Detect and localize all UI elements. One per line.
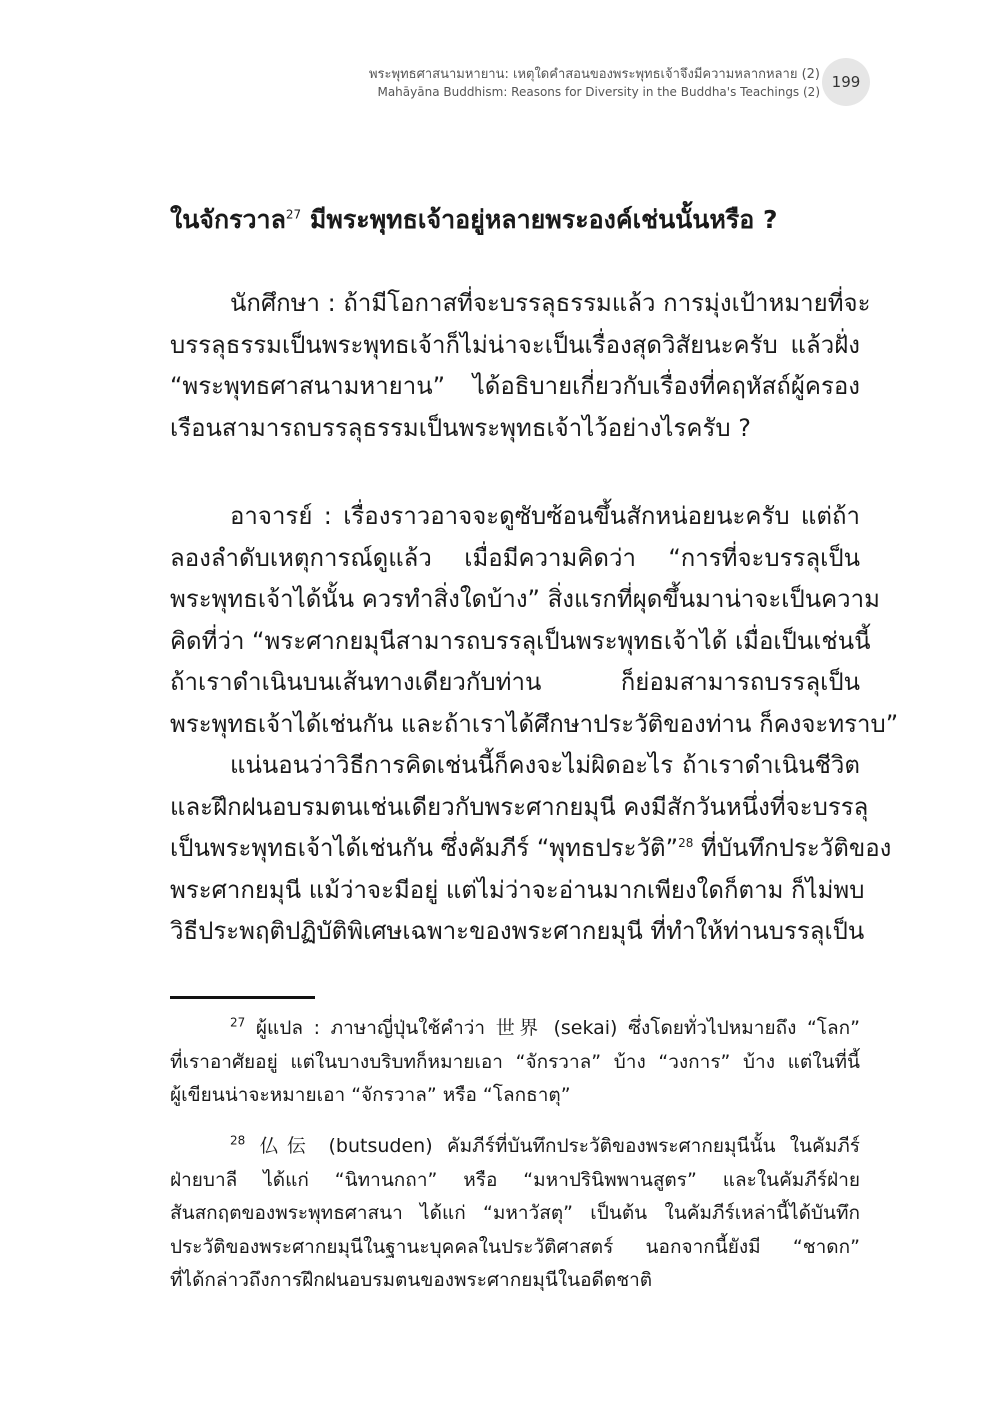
- running-head-thai: พระพุทธศาสนามหายาน: เหตุใดคำสอนของพระพุทธเจ้าจึงมีความหลากหลาย (2): [368, 67, 820, 82]
- paragraph-line: บรรลุธรรมเป็นพระพุทธเจ้าก็ไม่น่าจะเป็นเรื่องสุดวิสัยนะครับ แล้วฝั่ง: [170, 330, 860, 359]
- paragraph-line: พระพุทธเจ้าได้นั้น ควรทำสิ่งใดบ้าง” สิ่งแรกที่ผุดขึ้นมาน่าจะเป็นความ: [170, 585, 880, 613]
- paragraph-line: ถ้าเราดำเนินบนเส้นทางเดียวกับท่าน ก็ย่อมสามารถบรรลุเป็น: [170, 668, 860, 696]
- footnote-line: ที่ได้กล่าวถึงการฝึกฝนอบรมตนของพระศากยมุนีในอดีตชาติ: [170, 1269, 653, 1292]
- footnote-line: ประวัติของพระศากยมุนีในฐานะบุคคลในประวัติศาสตร์ นอกจากนี้ยังมี “ชาดก”: [170, 1235, 860, 1258]
- paragraph-line: พระพุทธเจ้าได้เช่นกัน และถ้าเราได้ศึกษาประวัติของท่าน ก็คงจะทราบ”: [170, 709, 899, 738]
- footnote-text: ผู้แปล : ภาษาญี่ปุ่นใช้คำว่า 世界 (sekai) ซึ่งโดยทั่วไปหมายถึง “โลก”: [245, 1017, 860, 1039]
- footnote-27: [170, 1012, 860, 1113]
- paragraph-line: เรือนสามารถบรรลุธรรมเป็นพระพุทธเจ้าไว้อย่างไรครับ ?: [170, 413, 751, 442]
- paragraph-student-question: [170, 283, 871, 449]
- footnote-line: [170, 1012, 860, 1046]
- section-heading: [170, 200, 870, 240]
- footnote-ref-27[interactable]: 27: [285, 207, 302, 222]
- paragraph-line: และฝึกฝนอบรมตนเช่นเดียวกับพระศากยมุนี คงมีสักวันหนึ่งที่จะบรรลุ: [170, 792, 869, 821]
- paragraph-line: วิธีประพฤติปฏิบัติพิเศษเฉพาะของพระศากยมุนี ที่ทำให้ท่านบรรลุเป็น: [170, 917, 865, 945]
- paragraph-line: ลองลำดับเหตุการณ์ดูแล้ว เมื่อมีความคิดว่า “การที่จะบรรลุเป็น: [170, 543, 860, 572]
- footnote-line: [170, 1130, 860, 1164]
- footnote-number: 28: [230, 1133, 246, 1148]
- heading-text-after: มีพระพุทธเจ้าอยู่หลายพระองค์เช่นนั้นหรือ ?: [301, 205, 778, 234]
- paragraph-line: แน่นอนว่าวิธีการคิดเช่นนี้ก็คงจะไม่ผิดอะไร ถ้าเราดำเนินชีวิต: [230, 751, 860, 779]
- footnote-28: [170, 1130, 860, 1298]
- footnote-number: 27: [230, 1015, 246, 1030]
- running-head: [200, 66, 820, 100]
- running-head-english: Mahāyāna Buddhism: Reasons for Diversity in the Buddha's Teachings (2): [377, 85, 820, 99]
- paragraph-line: นักศึกษา : ถ้ามีโอกาสที่จะบรรลุธรรมแล้ว การมุ่งเป้าหมายที่จะ: [230, 289, 871, 317]
- paragraph-line: [170, 828, 892, 870]
- footnote-line: สันสกฤตของพระพุทธศาสนา ได้แก่ “มหาวัสตุ” เป็นต้น ในคัมภีร์เหล่านี้ได้บันทึก: [170, 1202, 860, 1225]
- paragraph-line: คิดที่ว่า “พระศากยมุนีสามารถบรรลุเป็นพระพุทธเจ้าได้ เมื่อเป็นเช่นนี้: [170, 626, 871, 655]
- footnote-text: 仏伝 (butsuden) คัมภีร์ที่บันทึกประวัติของพระศากยมุนีนั้น ในคัมภีร์: [245, 1135, 860, 1157]
- footnote-ref-28[interactable]: 28: [678, 836, 694, 850]
- paragraph-line: “พระพุทธศาสนามหายาน” ได้อธิบายเกี่ยวกับเรื่องที่คฤหัสถ์ผู้ครอง: [170, 372, 860, 400]
- line-text: เป็นพระพุทธเจ้าได้เช่นกัน ซึ่งคัมภีร์ “พุทธประวัติ”: [170, 834, 679, 862]
- footnote-divider: [170, 996, 315, 999]
- heading-text-before: ในจักรวาล: [170, 205, 286, 234]
- paragraph-line: อาจารย์ : เรื่องราวอาจจะดูซับซ้อนขึ้นสักหน่อยนะครับ แต่ถ้า: [230, 502, 860, 530]
- paragraph-teacher-answer: [170, 496, 899, 953]
- page-number: 199: [822, 58, 870, 106]
- footnote-line: ฝ่ายบาลี ได้แก่ “นิทานกถา” หรือ “มหาปรินิพพานสูตร” และในคัมภีร์ฝ่าย: [170, 1168, 860, 1191]
- paragraph-line: พระศากยมุนี แม้ว่าจะมีอยู่ แต่ไม่ว่าจะอ่านมากเพียงใดก็ตาม ก็ไม่พบ: [170, 875, 865, 904]
- footnote-line: ที่เราอาศัยอยู่ แต่ในบางบริบทก็หมายเอา “จักรวาล” บ้าง “วงการ” บ้าง แต่ในที่นี้: [170, 1050, 860, 1073]
- footnote-line: ผู้เขียนน่าจะหมายเอา “จักรวาล” หรือ “โลกธาตุ”: [170, 1084, 571, 1107]
- line-text: ที่บันทึกประวัติของ: [693, 834, 892, 862]
